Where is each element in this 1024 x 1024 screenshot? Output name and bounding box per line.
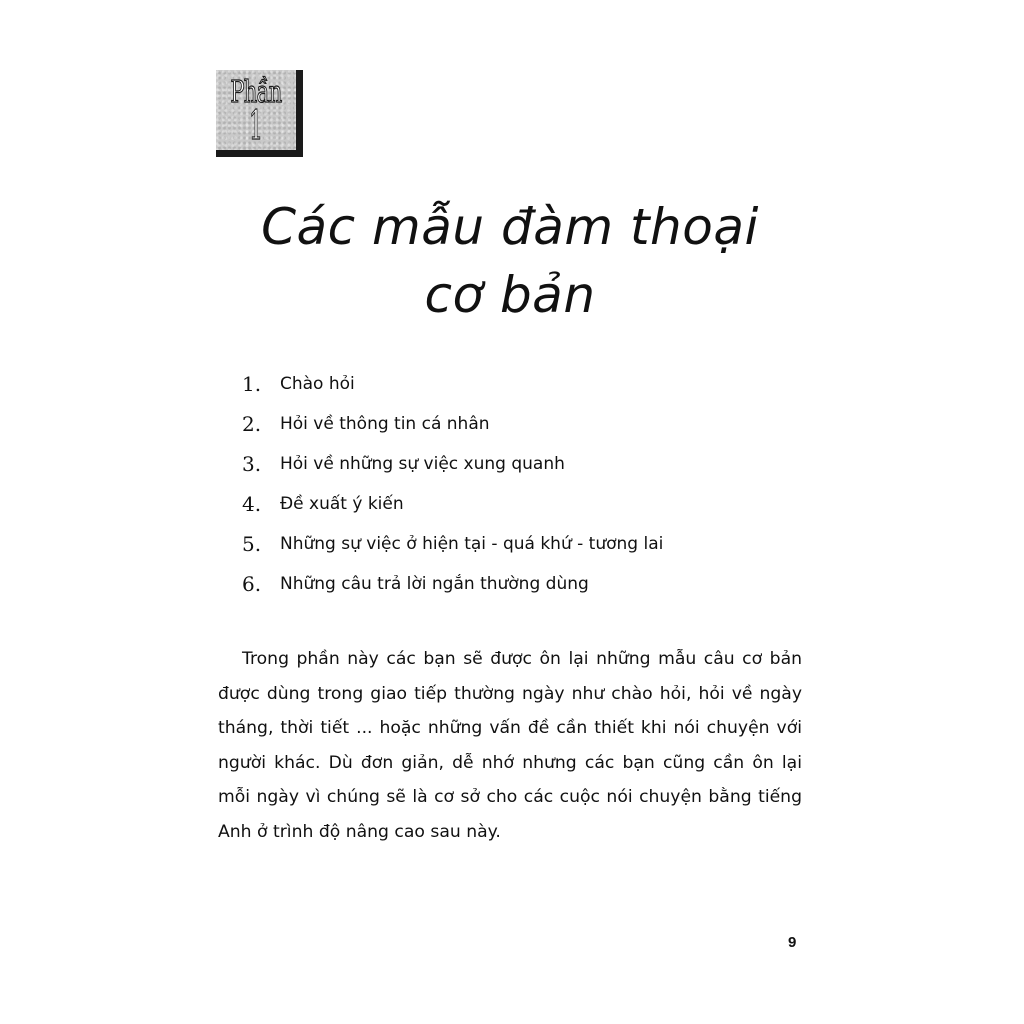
list-item-label: Đề xuất ý kiến bbox=[280, 494, 404, 514]
chapter-title-line-1: Các mẫu đàm thoại bbox=[261, 198, 759, 256]
list-item-number: 5. bbox=[242, 532, 262, 556]
list-item bbox=[242, 364, 663, 404]
topic-list bbox=[242, 364, 663, 604]
list-item-label: Hỏi về thông tin cá nhân bbox=[280, 414, 490, 434]
list-item bbox=[242, 404, 663, 444]
list-item bbox=[242, 524, 663, 564]
list-item-number: 4. bbox=[242, 492, 262, 516]
list-item bbox=[242, 564, 663, 604]
part-label: Phần bbox=[230, 75, 282, 110]
list-item-number: 3. bbox=[242, 452, 262, 476]
part-number: 1 bbox=[248, 103, 263, 149]
list-item-label: Hỏi về những sự việc xung quanh bbox=[280, 454, 565, 474]
list-item bbox=[242, 484, 663, 524]
part-badge bbox=[216, 70, 303, 157]
list-item-number: 2. bbox=[242, 412, 262, 436]
page-number: 9 bbox=[788, 934, 797, 951]
list-item-number: 6. bbox=[242, 572, 262, 596]
list-item-label: Những sự việc ở hiện tại - quá khứ - tương lai bbox=[280, 534, 664, 554]
list-item bbox=[242, 444, 663, 484]
list-item-label: Những câu trả lời ngắn thường dùng bbox=[280, 574, 589, 594]
intro-paragraph: Trong phần này các bạn sẽ được ôn lại những mẫu câu cơ bản được dùng trong giao tiếp thường ngày như chào hỏi, hỏi về ngày tháng, thời tiết ... hoặc những vấn đề cần thiết khi nói chuyện với người khác. Dù đơn giản, dễ nhớ nhưng các bạn cũng cần ôn lại mỗi ngày vì chúng sẽ là cơ sở cho các cuộc nói chuyện bằng tiếng Anh ở trình độ nâng cao sau này. bbox=[218, 649, 802, 842]
chapter-title-line-2: cơ bản bbox=[424, 266, 596, 324]
list-item-number: 1. bbox=[242, 372, 262, 396]
list-item-label: Chào hỏi bbox=[280, 374, 355, 394]
